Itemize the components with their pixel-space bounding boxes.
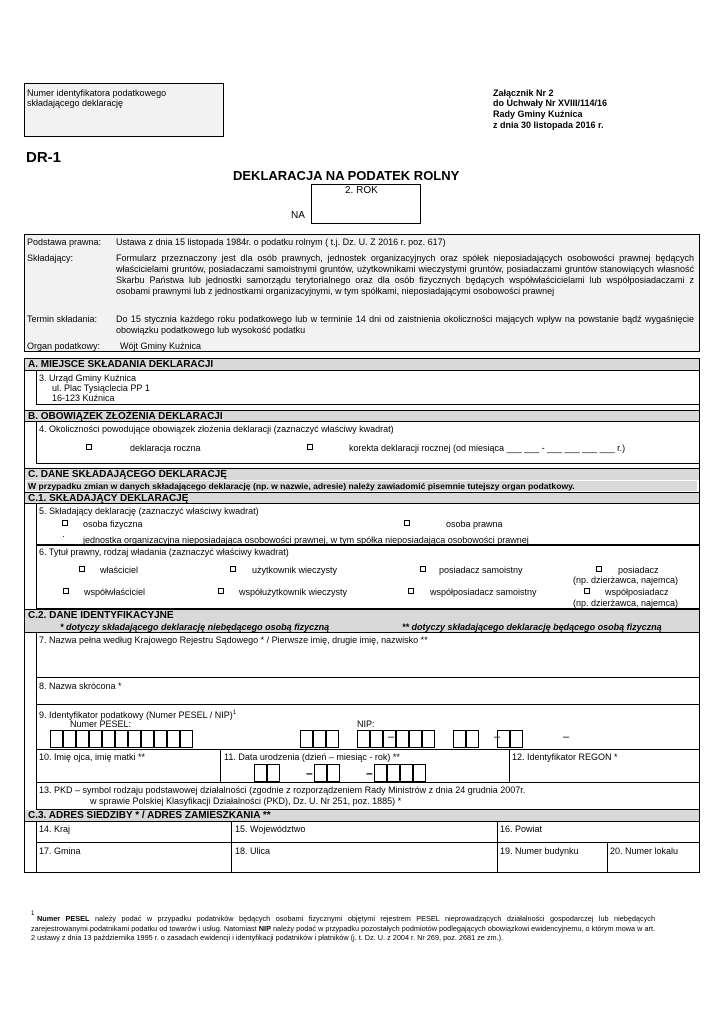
- dob-dash-1: –: [306, 766, 313, 780]
- authority-text: Wójt Gminy Kuźnica: [120, 341, 202, 351]
- nip-digit-cell[interactable]: [409, 730, 422, 748]
- year-label: 2. ROK: [345, 185, 378, 196]
- field-13-label-2: w sprawie Polskiej Klasyfikacji Działalności (PKD), Dz. U. Nr 251, poz. 1885) *: [90, 796, 402, 806]
- pesel-digit-cell[interactable]: [167, 730, 180, 748]
- coowner-checkbox[interactable]: [63, 588, 69, 594]
- nip-digit-cell[interactable]: [466, 730, 479, 748]
- country-label: 14. Kraj: [39, 824, 71, 834]
- field-5-label: 5. Składający deklarację (zaznaczyć właściwy kwadrat): [39, 506, 259, 516]
- perpetual-user-checkbox[interactable]: [230, 566, 236, 572]
- birth-date-digit-cell[interactable]: [314, 764, 327, 782]
- org-unit-label: jednostka organizacyjna nieposiadająca osobowości prawnej, w tym spółka nieposiadająca osobowości prawnej: [83, 535, 529, 545]
- nip-digit-cell[interactable]: [326, 730, 339, 748]
- annual-checkbox[interactable]: [86, 444, 92, 450]
- c2-note-left: * dotyczy składającego deklarację niebędącego osobą fizyczną: [60, 622, 330, 632]
- birth-date-digit-cell[interactable]: [254, 764, 267, 782]
- building-number-label: 19. Numer budynku: [500, 846, 579, 856]
- footnote-part-d: należy podać w przypadku pozostałych podmiotów podlegających obowiązkowi ewidencyjnemu, o którym mowa w art. 2 ustawy z dnia 13 października 1995 r. o zasadach ewidencji i identyfikacji podatników i płatników (j. t. Dz. U. z 2004 r. Nr 269, poz. 2681 ze zm.).: [31, 923, 656, 942]
- footnote-nip: NIP: [258, 923, 271, 933]
- section-c-header: C. DANE SKŁADAJĄCEGO DEKLARACJĘ: [25, 468, 699, 480]
- birth-date-digit-cell[interactable]: [387, 764, 400, 782]
- coautonomous-label: współposiadacz samoistny: [430, 587, 537, 597]
- dob-dash-2: –: [366, 766, 373, 780]
- autonomous-possessor-label: posiadacz samoistny: [439, 565, 523, 575]
- pesel-digit-cell[interactable]: [102, 730, 115, 748]
- nip-digit-cell[interactable]: [300, 730, 313, 748]
- filers-label: Składający:: [27, 253, 74, 263]
- street-label: 18. Ulica: [235, 846, 271, 856]
- form-code: DR-1: [26, 149, 62, 166]
- office-name: 3. Urząd Gminy Kuźnica: [39, 373, 137, 383]
- nip-digit-cell[interactable]: [453, 730, 466, 748]
- possessor-note: (np. dzierżawca, najemca): [573, 575, 679, 585]
- owner-checkbox[interactable]: [79, 566, 85, 572]
- field-10-label: 10. Imię ojca, imię matki **: [39, 752, 146, 762]
- field-4-label: 4. Okoliczności powodujące obowiązek złożenia deklaracji (zaznaczyć właściwy kwadrat): [39, 424, 394, 434]
- field-9-label: 9. Identyfikator podatkowy (Numer PESEL / NIP)$^1$: [39, 710, 237, 720]
- section-a-header: A. MIEJSCE SKŁADANIA DEKLARACJI: [25, 359, 699, 371]
- field-12-label: 12. Identyfikator REGON *: [512, 752, 618, 762]
- correction-checkbox[interactable]: [307, 444, 313, 450]
- authority-label: Organ podatkowy:: [27, 341, 101, 351]
- nip-dash-2: –: [494, 731, 501, 743]
- field-8-box[interactable]: [36, 678, 699, 705]
- coowner-label: współwłaściciel: [84, 587, 146, 597]
- autonomous-possessor-checkbox[interactable]: [420, 566, 426, 572]
- nip-digit-cell[interactable]: [313, 730, 326, 748]
- annex-line-1: Załącznik Nr 2: [493, 88, 554, 98]
- taxpayer-id-label: Numer identyfikatora podatkowego: [27, 88, 167, 98]
- field-8-label: 8. Nazwa skrócona *: [39, 681, 122, 691]
- pesel-label: Numer PESEL:: [70, 719, 132, 729]
- birth-date-digit-cell[interactable]: [267, 764, 280, 782]
- footnote-pesel: Numer PESEL: [37, 914, 90, 923]
- footnote-ref: 1: [232, 710, 237, 716]
- pesel-digit-cell[interactable]: [89, 730, 102, 748]
- deadline-label: Termin składania:: [27, 314, 98, 324]
- section-b-header: B. OBOWIĄZEK ZŁOŻENIA DEKLARACJI: [25, 410, 699, 422]
- natural-person-checkbox[interactable]: [62, 520, 68, 526]
- legal-person-label: osoba prawna: [446, 519, 503, 529]
- annual-label: deklaracja roczna: [130, 443, 201, 453]
- nip-digit-cell[interactable]: [510, 730, 523, 748]
- section-c2-header: C.2. DANE IDENTYFIKACYJNE: [25, 609, 699, 621]
- birth-date-digit-cell[interactable]: [413, 764, 426, 782]
- pesel-digit-cell[interactable]: [180, 730, 193, 748]
- coautonomous-checkbox[interactable]: [408, 588, 414, 594]
- copossessor-note: (np. dzierżawca, najemca): [573, 598, 679, 608]
- pesel-digit-cell[interactable]: [154, 730, 167, 748]
- pesel-digit-cell[interactable]: [76, 730, 89, 748]
- annex-line-2: do Uchwały Nr XVIII/114/16: [493, 98, 608, 108]
- field-11-label: 11. Data urodzenia (dzień – miesiąc - rok) **: [224, 752, 400, 762]
- nip-digit-cell[interactable]: [422, 730, 435, 748]
- birth-date-digit-cell[interactable]: [327, 764, 340, 782]
- nip-label: NIP:: [357, 719, 375, 729]
- footnote-part-b: należy podać w przypadku podatników będących osobami fizycznymi objętymi rejestrem PESEL nieprowadzących działalności gospodarczej lub niebędących zarejestrowanymi podatnikami podatku od towarów i usług. Natomiast: [31, 914, 655, 933]
- annex-line-4: z dnia 30 listopada 2016 r.: [493, 120, 604, 130]
- correction-label: korekta deklaracji rocznej (od miesiąca ___ ___ - ___ ___ ___ ___ r.): [349, 443, 626, 453]
- section-c-note: W przypadku zmian w danych składającego deklarację (np. w nazwie, adresie) należy zawiadomić pisemnie tutejszy organ podatkowy.: [27, 481, 697, 491]
- c2-note-right: ** dotyczy składającego deklarację będącego osobą fizyczną: [402, 622, 662, 632]
- field-6-label: 6. Tytuł prawny, rodzaj władania (zaznaczyć właściwy kwadrat): [39, 547, 289, 557]
- natural-person-label: osoba fizyczna: [83, 519, 143, 529]
- possessor-checkbox[interactable]: [596, 566, 602, 572]
- pesel-digit-cell[interactable]: [63, 730, 76, 748]
- legal-person-checkbox[interactable]: [404, 520, 410, 526]
- possessor-label: posiadacz: [618, 565, 659, 575]
- section-c3-header: C.3. ADRES SIEDZIBY * / ADRES ZAMIESZKANIA **: [25, 810, 699, 822]
- pesel-digit-cell[interactable]: [50, 730, 63, 748]
- deadline-text: Do 15 stycznia każdego roku podatkowego lub w terminie 14 dni od zaistnienia okoliczności mających wpływ na powstanie bądź wygaśnięcie obowiązku podatkowego lub wysokość podatku: [116, 314, 694, 335]
- office-city: 16-123 Kuźnica: [52, 393, 115, 403]
- copossessor-label: współposiadacz: [605, 587, 669, 597]
- pesel-digit-cell[interactable]: [141, 730, 154, 748]
- office-street: ul. Plac Tysiąclecia PP 1: [52, 383, 150, 393]
- pesel-digit-cell[interactable]: [115, 730, 128, 748]
- footnote-mark: 1: [31, 911, 35, 917]
- owner-label: właściciel: [100, 565, 139, 575]
- apartment-number-label: 20. Numer lokalu: [610, 846, 679, 856]
- copossessor-checkbox[interactable]: [584, 588, 590, 594]
- street-field[interactable]: [231, 843, 497, 873]
- coperpetual-checkbox[interactable]: [218, 588, 224, 594]
- section-c1-header: C.1. SKŁADAJĄCY DEKLARACJĘ: [25, 492, 699, 504]
- basis-text: Ustawa z dnia 15 listopada 1984r. o podatku rolnym ( t.j. Dz. U. Z 2016 r. poz. 617): [116, 237, 446, 247]
- basis-label: Podstawa prawna:: [27, 237, 102, 247]
- birth-date-digit-cell[interactable]: [374, 764, 387, 782]
- filers-text: Formularz przeznaczony jest dla osób prawnych, jednostek organizacyjnych oraz spółek nieposiadających osobowości prawnej będących właścicielami gruntów, posiadaczami samoistnymi gruntów, użytkownikami wieczystymi gruntów, posiadaczami gruntów stanowiących własność Skarbu Państwa lub jednostki samorządu terytorialnego oraz dla osób fizycznych będących współwłaścicielami lub współposiadaczami z osobami prawnymi lub z jednostkami organizacyjnymi, w tym spółkami, nieposiadającymi osobowości prawnej: [116, 253, 694, 296]
- taxpayer-id-label-2: składającego deklarację: [27, 98, 124, 108]
- annex-line-3: Rady Gminy Kuźnica: [493, 109, 583, 119]
- nip-dash-3: –: [563, 731, 570, 743]
- na-label: NA: [291, 210, 305, 221]
- field-7-label: 7. Nazwa pełna według Krajowego Rejestru Sądowego * / Pierwsze imię, drugie imię, nazwisko **: [39, 635, 428, 645]
- coperpetual-label: współużytkownik wieczysty: [239, 587, 348, 597]
- org-unit-bullet: ·: [62, 531, 65, 541]
- nip-dash-1: –: [388, 731, 395, 743]
- county-label: 16. Powiat: [500, 824, 543, 834]
- page-title: DEKLARACJA NA PODATEK ROLNY: [233, 168, 460, 183]
- field-13-label: 13. PKD – symbol rodzaju podstawowej działalności (zgodnie z rozporządzeniem Rady Ministrów z dnia 24 grudnia 2007r.: [39, 785, 526, 795]
- nip-digit-cell[interactable]: [396, 730, 409, 748]
- pesel-digit-cell[interactable]: [128, 730, 141, 748]
- province-label: 15. Województwo: [235, 824, 306, 834]
- birth-date-digit-cell[interactable]: [400, 764, 413, 782]
- nip-digit-cell[interactable]: [357, 730, 370, 748]
- nip-digit-cell[interactable]: [370, 730, 383, 748]
- footnote-text: [31, 914, 655, 943]
- perpetual-user-label: użytkownik wieczysty: [252, 565, 338, 575]
- commune-label: 17. Gmina: [39, 846, 81, 856]
